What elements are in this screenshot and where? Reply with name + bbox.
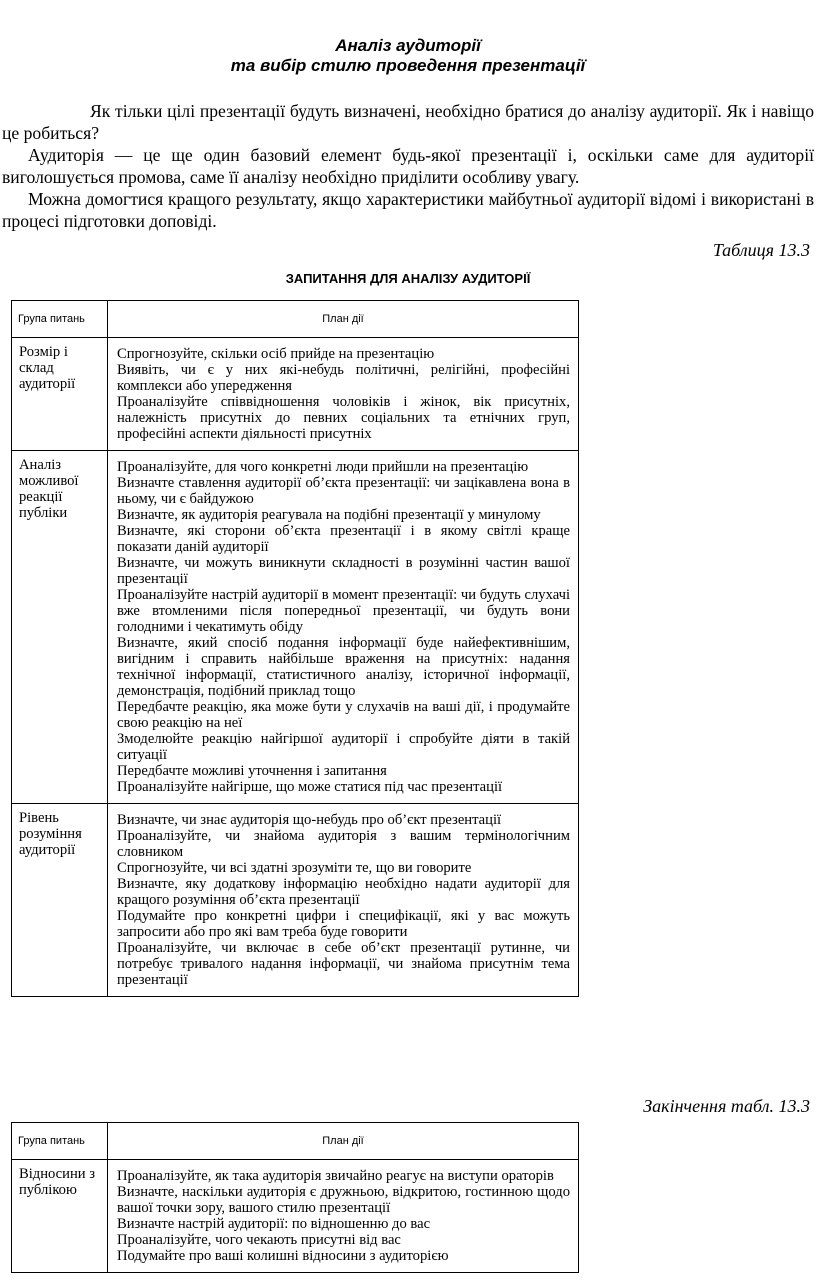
plan-item: Проаналізуйте співвідношення чоловіків і жінок, вік присутніх, належність присутніх до певних соціальних та етнічних груп, професійні аспекти діяльності присутніх [117, 394, 570, 442]
plan-item: Визначте, наскільки аудиторія є дружньою, відкритою, гостинною щодо вашої точки зору, вашого стилю презентації [117, 1184, 570, 1216]
title-line-1: Аналіз аудиторії [335, 36, 481, 55]
plan-item: Подумайте про ваші колишні відносини з аудиторією [117, 1248, 449, 1264]
table-row [12, 804, 579, 997]
row-plan-cell [108, 804, 579, 997]
plan-item: Визначте, який спосіб подання інформації буде найефективнішим, вигідним і справить найбільше враження на присутніх: надання технічної інформації, статистичного аналізу, історичної інформації, демонстрація, подібний приклад тощо [117, 635, 570, 699]
plan-item: Проаналізуйте, чи включає в себе об’єкт презентації рутинне, чи потребує тривалого надання інформації, чи знайома присутнім тема презентації [117, 940, 570, 988]
paragraph-3: Можна домогтися кращого результату, якщо характеристики майбутньої аудиторії відомі і використані в процесі підготовки доповіді. [2, 189, 814, 231]
plan-item: Визначте, які сторони об’єкта презентації і в якому світлі краще показати даній аудиторії [117, 523, 570, 555]
plan-item: Визначте, чи можуть виникнути складності в розумінні частин вашої презентації [117, 555, 570, 587]
plan-item: Проаналізуйте, чого чекають присутні від вас [117, 1232, 401, 1248]
row-group-label: Розмір і склад аудиторії [12, 338, 108, 451]
title-line-2: та вибір стилю проведення презентації [230, 56, 586, 75]
row-plan-cell [108, 1160, 579, 1273]
header-group: Група питань [12, 301, 108, 338]
header-group: Група питань [12, 1123, 108, 1160]
plan-item: Визначте, чи знає аудиторія що-небудь про об’єкт презентації [117, 812, 502, 828]
row-group-label: Відносини з публікою [12, 1160, 108, 1273]
table-title: ЗАПИТАННЯ ДЛЯ АНАЛІЗУ АУДИТОРІЇ [285, 271, 531, 286]
table-number-label: Таблиця 13.3 [712, 240, 810, 260]
audience-questions-table [11, 300, 579, 997]
table-header-row [12, 301, 579, 338]
table-row [12, 1160, 579, 1273]
row-plan-cell [108, 451, 579, 804]
section-title [0, 36, 816, 76]
row-group-label: Аналіз можливої реакції публіки [12, 451, 108, 804]
paragraph-1: Як тільки цілі презентації будуть визначені, необхідно братися до аналізу аудиторії. Як і навіщо це робиться? [2, 101, 814, 143]
plan-item: Проаналізуйте настрій аудиторії в момент презентації: чи будуть слухачі вже втомленими після попередньої презентації, чи будуть вони голодними і чекатимуть обіду [117, 587, 570, 635]
table-row [12, 451, 579, 804]
plan-item: Спрогнозуйте, чи всі здатні зрозуміти те, що ви говорите [117, 860, 472, 876]
row-plan-cell [108, 338, 579, 451]
table-header-row [12, 1123, 579, 1160]
table-row [12, 338, 579, 451]
plan-item: Подумайте про конкретні цифри і специфікації, які у вас можуть запросити або про які вам треба буде говорити [117, 908, 570, 940]
header-plan: План дії [108, 1123, 579, 1160]
plan-item: Проаналізуйте, як така аудиторія звичайно реагує на виступи ораторів [117, 1168, 554, 1184]
header-plan: План дії [108, 301, 579, 338]
plan-item: Спрогнозуйте, скільки осіб прийде на презентацію [117, 346, 435, 362]
plan-item: Визначте настрій аудиторії: по відношенню до вас [117, 1216, 431, 1232]
row-group-label: Рівень розуміння аудиторії [12, 804, 108, 997]
plan-item: Проаналізуйте, чи знайома аудиторія з вашим термінологічним словником [117, 828, 570, 860]
plan-item: Проаналізуйте, для чого конкретні люди прийшли на презентацію [117, 459, 529, 475]
plan-item: Визначте, як аудиторія реагувала на подібні презентації у минулому [117, 507, 541, 523]
plan-item: Проаналізуйте найгірше, що може статися під час презентації [117, 779, 503, 795]
table-body [12, 1160, 579, 1273]
plan-item: Визначте, яку додаткову інформацію необхідно надати аудиторії для кращого розуміння об’єкта презентації [117, 876, 570, 908]
audience-questions-table-continued [11, 1122, 579, 1273]
plan-item: Передбачте можливі уточнення і запитання [117, 763, 387, 779]
continuation-label: Закінчення табл. 13.3 [643, 1096, 810, 1116]
plan-item: Змоделюйте реакцію найгіршої аудиторії і спробуйте діяти в такій ситуації [117, 731, 570, 763]
paragraph-2: Аудиторія — це ще один базовий елемент будь-якої презентації і, оскільки саме для аудиторії виголошується промова, саме її аналізу необхідно приділити особливу увагу. [2, 145, 814, 187]
plan-item: Передбачте реакцію, яка може бути у слухачів на ваші дії, і продумайте свою реакцію на неї [117, 699, 570, 731]
table-body [12, 338, 579, 997]
plan-item: Визначте ставлення аудиторії об’єкта презентації: чи зацікавлена вона в ньому, чи є байдужою [117, 475, 570, 507]
plan-item: Виявіть, чи є у них які-небудь політичні, релігійні, професійні комплекси або упередження [117, 362, 570, 394]
